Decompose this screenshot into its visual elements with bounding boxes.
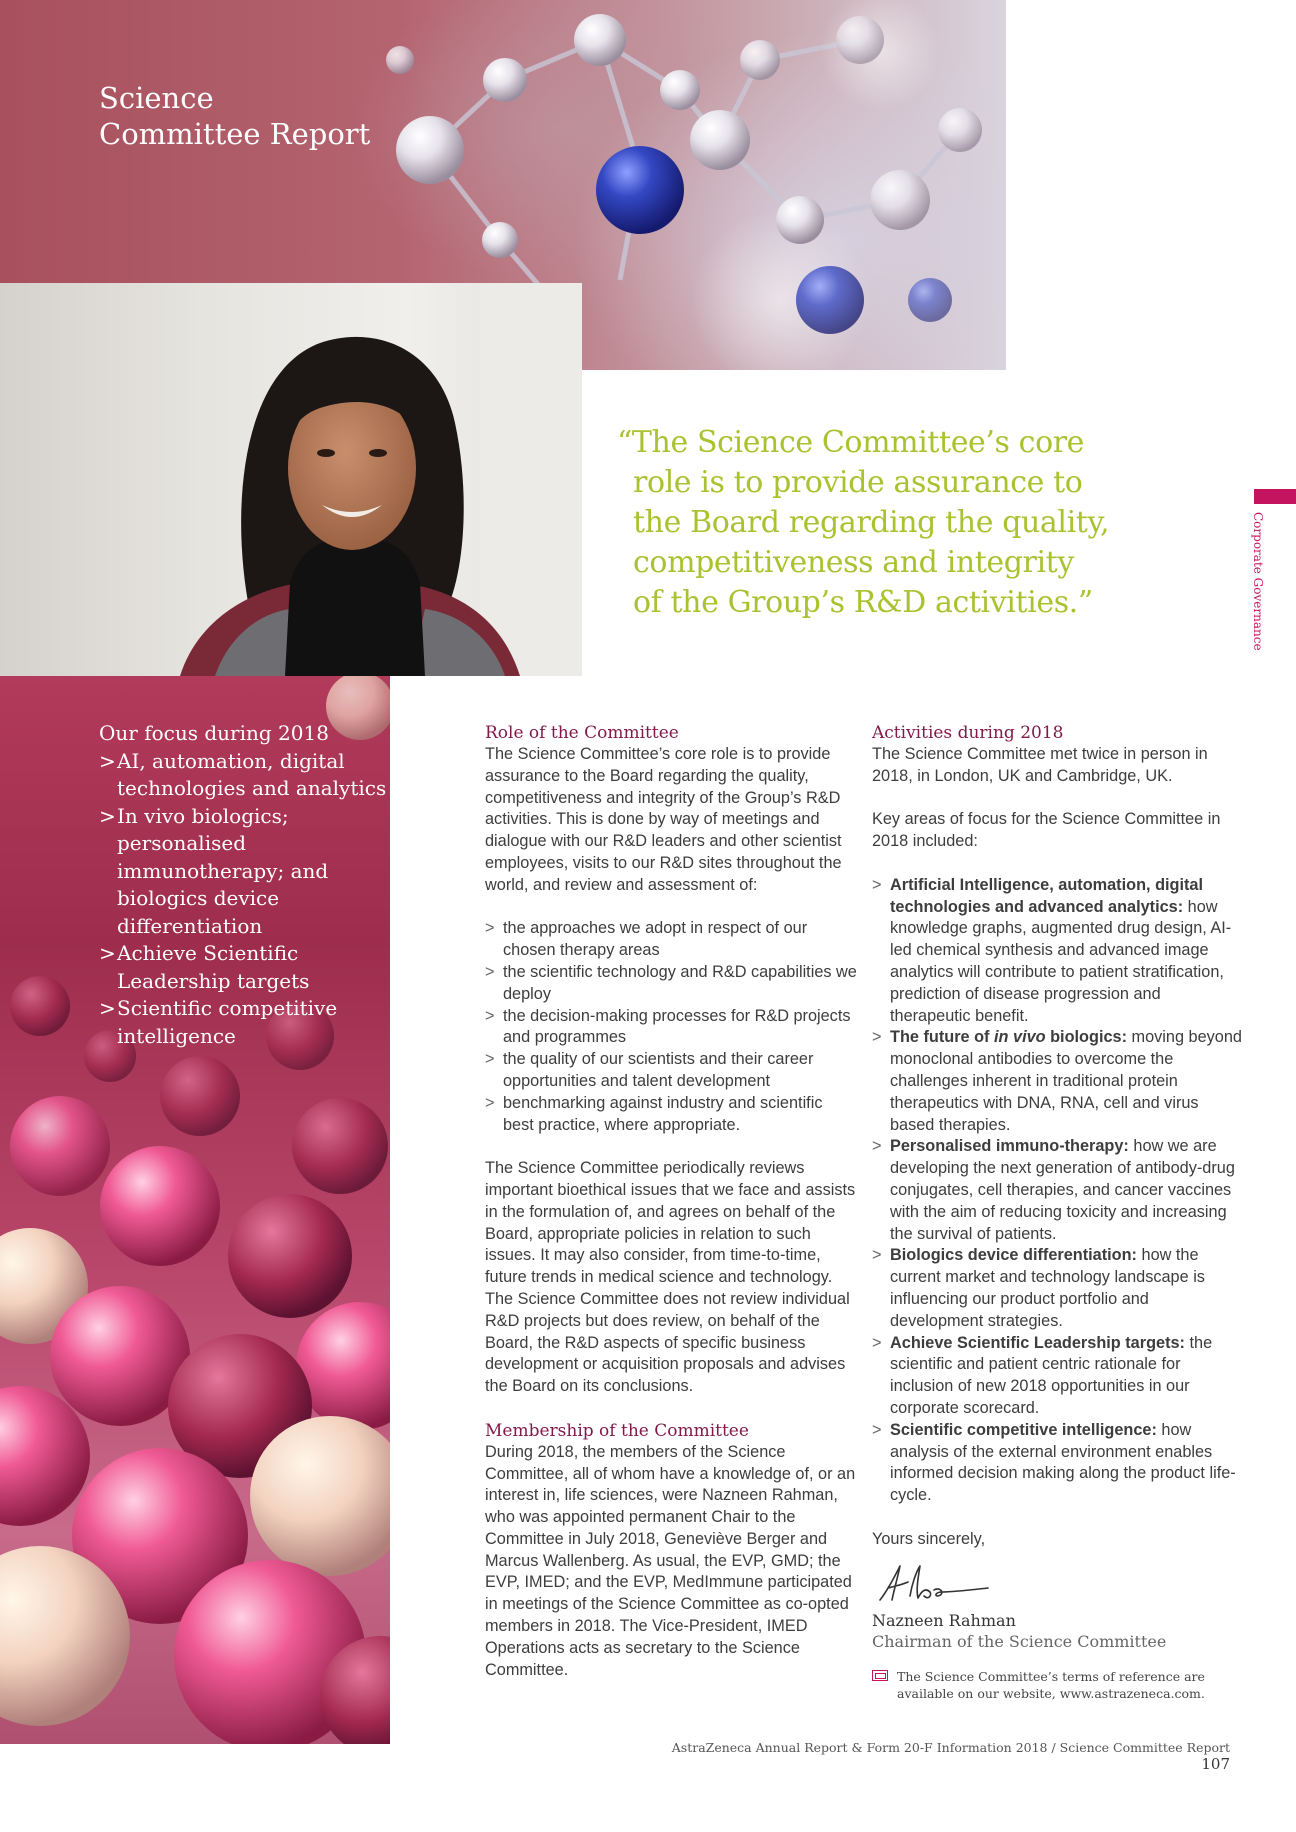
pull-quote-line: of the Group’s R&D activities.” [633, 585, 1093, 620]
focus-item: > Scientific competitive intelligence [99, 996, 338, 1048]
page-title-line1: Science [99, 81, 214, 115]
activity-item-text: how analysis of the external environment enables informed decision making along the product life-cycle. [890, 1420, 1236, 1505]
activity-item: > Scientific competitive intelligence: how analysis of the external environment enables informed decision making along the product life-cycle. [872, 1420, 1236, 1505]
activity-item-title: biologics: [1045, 1028, 1127, 1047]
page-title-line2: Committee Report [99, 117, 371, 151]
activity-item-title: Scientific competitive intelligence: [890, 1420, 1157, 1439]
activities-heading: Activities during 2018 [872, 723, 1064, 743]
role-item-text: the approaches we adopt in respect of our chosen therapy areas [503, 919, 808, 960]
role-list-item: > the approaches we adopt in respect of our chosen therapy areas [485, 919, 808, 960]
role-intro: The Science Committee’s core role is to provide assurance to the Board regarding the quality, competitiveness and integrity of the Group’s R&D activities. This is done by way of meetings and dialogue with our R&D leaders and other scientist employees, visits to our R&D sites throughout the world, and review and assessment of: [485, 745, 842, 894]
activities-para1: The Science Committee met twice in person in 2018, in London, UK and Cambridge, UK. [872, 745, 1208, 785]
role-list-item: > benchmarking against industry and scientific best practice, where appropriate. [485, 1093, 823, 1134]
activity-item-text: moving beyond monoclonal antibodies to overcome the challenges inherent in traditional protein therapeutics with DNA, RNA, cell and virus based therapies. [890, 1028, 1242, 1134]
text-column-right [872, 722, 1244, 1702]
focus-item-text: Achieve Scientific Leadership targets [117, 941, 310, 993]
signature-image [874, 1560, 994, 1606]
activity-item-title: Personalised immuno-therapy: [890, 1137, 1129, 1156]
activity-item-text: the scientific and patient centric rationale for inclusion of new 2018 opportunities in our corporate scorecard. [890, 1333, 1213, 1417]
activities-para2: Key areas of focus for the Science Committee in 2018 included: [872, 810, 1221, 851]
activity-item-text: how we are developing the next generation of antibody-drug conjugates, cell therapies, and cancer vaccines with the aim of reducing toxicity and increasing the survival of patients. [890, 1137, 1235, 1243]
focus-panel [99, 720, 389, 1050]
focus-item-text: In vivo biologics; personalised immunotherapy; and biologics device differentiation [117, 803, 329, 938]
activity-item-title: The future of [890, 1028, 995, 1047]
page-footer [650, 1740, 1230, 1773]
activity-item: > Biologics device differentiation: how the current market and technology landscape is influencing our product portfolio and development strategies. [872, 1246, 1205, 1330]
role-item-text: the scientific technology and R&D capabilities we deploy [503, 962, 857, 1003]
role-item-text: the quality of our scientists and their career opportunities and talent development [503, 1050, 814, 1090]
role-item-text: the decision-making processes for R&D projects and programmes [503, 1006, 851, 1047]
activities-list [872, 875, 1244, 1507]
activity-item: > Artificial Intelligence, automation, digital technologies and advanced analytics: how knowledge graphs, augmented drug design, AI-led chemical synthesis and advanced image analytics will contribute to patient stratification, prediction of disease progression and therapeutic benefit. [872, 875, 1232, 1025]
role-paragraph-2: The Science Committee periodically reviews important bioethical issues that we face and assists in the formulation of, and agrees on behalf of the Board, appropriate policies in relation to such issues. It may also consider, from time-to-time, future trends in medical science and technology. The Science Committee does not review individual R&D projects but does review, on behalf of the Board, the R&D aspects of specific business development or acquisition proposals and advises the Board on its conclusions. [485, 1159, 856, 1396]
text-column-left [485, 722, 857, 1681]
membership-text: During 2018, the members of the Science Committee, all of whom have a knowledge of, or an interest in, life sciences, were Nazneen Rahman, who was appointed permanent Chair to the Committee in July 2018, Geneviève Berger and Marcus Wallenberg. As usual, the EVP, GMD; the EVP, IMED; and the EVP, MedImmune participated in meetings of the Science Committee as co-opted members in 2018. The Vice-President, IMED Operations acts as secretary to the Science Committee. [485, 1442, 856, 1679]
page-title [99, 80, 419, 152]
focus-item-text: Scientific competitive intelligence [117, 996, 338, 1048]
focus-title: Our focus during 2018 [99, 721, 329, 745]
reference-text: The Science Committee’s terms of reference are available on our website, www.astrazeneca.com. [897, 1669, 1205, 1702]
role-list-item: > the scientific technology and R&D capabilities we deploy [485, 962, 857, 1003]
role-list-item: > the quality of our scientists and their career opportunities and talent development [485, 1050, 814, 1090]
activity-item-text: how knowledge graphs, augmented drug design, AI-led chemical synthesis and advanced image analytics will contribute to patient stratification, prediction of disease progression and therapeutic benefit. [890, 897, 1232, 1025]
section-tab-label [1249, 512, 1265, 652]
role-list [485, 918, 857, 1136]
focus-item: > AI, automation, digital technologies and analytics [99, 748, 387, 800]
section-tab-text: Corporate Governance [1251, 512, 1265, 651]
section-tab-marker [1254, 489, 1296, 504]
pull-quote [617, 423, 1137, 623]
pull-quote-line: “The Science Committee’s core [617, 425, 1085, 460]
focus-item: > In vivo biologics; personalised immunotherapy; and biologics device differentiation [99, 803, 329, 938]
focus-item-text: AI, automation, digital technologies and analytics [117, 748, 387, 800]
pull-quote-line: role is to provide assurance to [633, 465, 1083, 500]
role-item-text: benchmarking against industry and scientific best practice, where appropriate. [503, 1093, 823, 1134]
reference-note [872, 1668, 1244, 1702]
closing-salutation: Yours sincerely, [872, 1529, 986, 1548]
activity-item: > Achieve Scientific Leadership targets: the scientific and patient centric rationale for inclusion of new 2018 opportunities in our corporate scorecard. [872, 1333, 1213, 1417]
activity-item-text: how the current market and technology landscape is influencing our product portfolio and development strategies. [890, 1246, 1205, 1330]
footer-text: AstraZeneca Annual Report & Form 20-F Information 2018 / Science Committee Report [671, 1740, 1230, 1755]
activity-item: > The future of in vivo biologics: moving beyond monoclonal antibodies to overcome the challenges inherent in traditional protein therapeutics with DNA, RNA, cell and virus based therapies. [872, 1028, 1242, 1134]
focus-list [99, 748, 389, 1051]
focus-item: > Achieve Scientific Leadership targets [99, 941, 310, 993]
portrait-illustration [0, 283, 582, 676]
website-icon [872, 1670, 888, 1681]
page-number: 107 [1201, 1755, 1230, 1773]
signer-title: Chairman of the Science Committee [872, 1632, 1167, 1652]
membership-heading: Membership of the Committee [485, 1420, 749, 1441]
activity-item-title-italic: in vivo [994, 1028, 1046, 1047]
activity-item-title: Biologics device differentiation: [890, 1246, 1137, 1265]
activity-item: > Personalised immuno-therapy: how we are developing the next generation of antibody-drug conjugates, cell therapies, and cancer vaccines with the aim of reducing toxicity and increasing the survival of patients. [872, 1137, 1235, 1243]
pull-quote-line: competitiveness and integrity [633, 545, 1074, 580]
chair-portrait-photo [0, 283, 582, 676]
activity-item-title: Achieve Scientific Leadership targets: [890, 1333, 1185, 1352]
signer-name: Nazneen Rahman [872, 1611, 1016, 1631]
role-heading: Role of the Committee [485, 723, 679, 743]
role-list-item: > the decision-making processes for R&D projects and programmes [485, 1006, 851, 1047]
activity-item-title: Artificial Intelligence, automation, digital technologies and advanced analytics: [890, 875, 1204, 916]
pull-quote-line: the Board regarding the quality, [633, 505, 1110, 540]
